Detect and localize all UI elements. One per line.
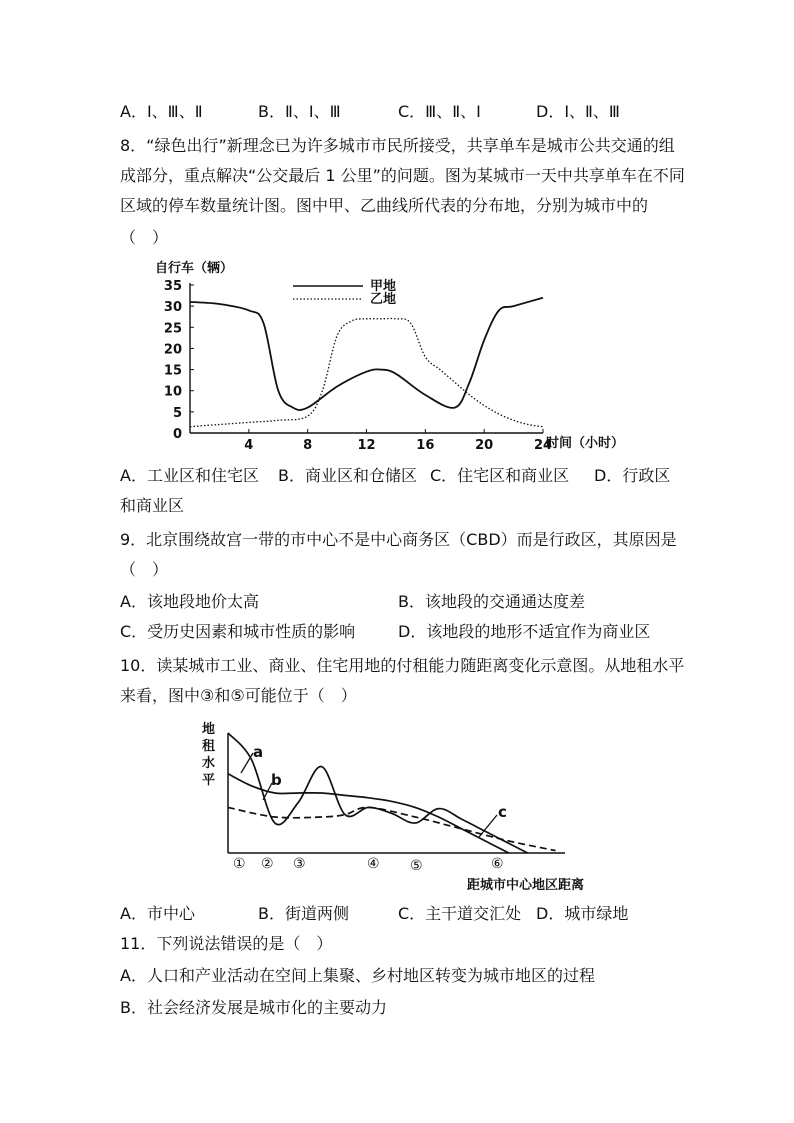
curve-label-b: b [271, 771, 282, 789]
q8-option-c: C．住宅区和商业区 [430, 466, 570, 485]
chart2-ylabel-char-1: 地 [202, 722, 216, 737]
chart1-y-tick-label: 10 [163, 384, 182, 400]
chart1-x-tick-label: 4 [244, 438, 254, 453]
point-marker-3: ③ [293, 856, 306, 872]
legend-label-jia: 甲地 [370, 279, 397, 294]
q8-stem-line-3: 区域的停车数量统计图。图中甲、乙曲线所代表的分布地，分别为城市中的 [120, 196, 649, 215]
point-marker-5: ⑤ [410, 858, 423, 874]
chart1-y-tick-label: 30 [163, 300, 182, 316]
chart1-xlabel: 时间（小时） [546, 436, 625, 451]
chart2-point-markers [233, 856, 504, 874]
q10-option-a: A．市中心 [120, 904, 195, 923]
chart2-xlabel: 距城市中心地区距离 [467, 878, 585, 893]
q7-option-b: B．Ⅱ、Ⅰ、Ⅲ [258, 102, 341, 121]
point-marker-4: ④ [367, 856, 380, 872]
land-rent-chart [195, 715, 615, 895]
chart1-y-tick-label: 25 [163, 321, 182, 337]
q10-option-b: B．街道两侧 [258, 904, 349, 923]
q10-option-c: C．主干道交汇处 [398, 904, 522, 923]
chart1-y-tick-label: 5 [172, 405, 182, 421]
q10-option-d: D．城市绿地 [536, 904, 629, 923]
q9-option-c: C．受历史因素和城市性质的影响 [120, 622, 356, 641]
q9-option-b: B．该地段的交通通达度差 [398, 592, 585, 611]
chart2-ylabel-char-4: 平 [202, 773, 216, 788]
chart1-y-tick-label: 0 [172, 427, 182, 442]
chart1-x-tick-label: 12 [357, 438, 376, 453]
chart1-x-tick-label: 16 [416, 438, 435, 453]
chart1-x-tick-label: 20 [475, 438, 494, 453]
chart2-ylabel [202, 721, 216, 788]
chart1-series [190, 298, 543, 427]
chart1-y-tick-label: 20 [163, 342, 182, 358]
q8-stem-line-2: 成部分，重点解决“公交最后 1 公里”的问题。图为某城市一天中共享单车在不同 [120, 166, 685, 185]
q9-stem-line-1: 9．北京围绕故宫一带的市中心不是中心商务区（CBD）而是行政区，其原因是 [120, 530, 677, 549]
q8-answer-blank: （ ） [120, 228, 169, 247]
chart1-ylabel: 自行车（辆） [155, 261, 234, 276]
q8-option-b: B．商业区和仓储区 [278, 466, 417, 485]
curve-c-leader [479, 815, 497, 837]
curve-label-a: a [253, 743, 264, 761]
q8-stem-line-1: 8．“绿色出行”新理念已为许多城市市民所接受，共享单车是城市公共交通的组 [120, 136, 675, 155]
curve-label-c: c [498, 803, 507, 821]
q9-option-a: A．该地段地价太高 [120, 592, 259, 611]
q10-stem-line-1: 10．读某城市工业、商业、住宅用地的付租能力随距离变化示意图。从地租水平 [120, 656, 685, 675]
q7-option-d: D．Ⅰ、Ⅱ、Ⅲ [536, 102, 620, 121]
q7-option-c: C．Ⅲ、Ⅱ、Ⅰ [398, 102, 481, 121]
chart2-ylabel-char-3: 水 [202, 756, 216, 771]
q8-option-d: D．行政区 [594, 466, 671, 485]
point-marker-6: ⑥ [491, 856, 504, 872]
q8-option-a: A．工业区和住宅区 [120, 466, 259, 485]
chart2-series [228, 733, 556, 853]
q10-stem-line-2: 来看，图中③和⑤可能位于（ ） [120, 686, 357, 705]
point-marker-2: ② [261, 856, 274, 872]
q11-option-b: B．社会经济发展是城市化的主要动力 [120, 998, 387, 1017]
series-jia-line [190, 298, 543, 410]
q8-option-d-continued: 和商业区 [120, 496, 185, 515]
q9-option-d: D．该地段的地形不适宜作为商业区 [398, 622, 651, 641]
chart1-y-tick-label: 15 [163, 363, 182, 379]
q11-stem: 11．下列说法错误的是（ ） [120, 934, 333, 953]
chart1-legend [293, 278, 396, 307]
chart1-x-tick-label: 24 [533, 438, 553, 453]
curve-a-leader [241, 753, 253, 773]
point-marker-1: ① [233, 856, 246, 872]
legend-label-yi: 乙地 [370, 292, 397, 307]
bike-parking-chart [150, 255, 650, 455]
chart2-ylabel-char-2: 租 [202, 739, 216, 754]
chart1-axes [190, 283, 543, 433]
chart1-x-tick-label: 8 [303, 438, 313, 453]
chart1-y-tick-label: 35 [163, 279, 182, 294]
q11-option-a: A．人口和产业活动在空间上集聚、乡村地区转变为城市地区的过程 [120, 966, 595, 985]
q9-answer-blank: （ ） [120, 560, 169, 579]
q7-option-a: A．Ⅰ、Ⅲ、Ⅱ [120, 102, 203, 121]
